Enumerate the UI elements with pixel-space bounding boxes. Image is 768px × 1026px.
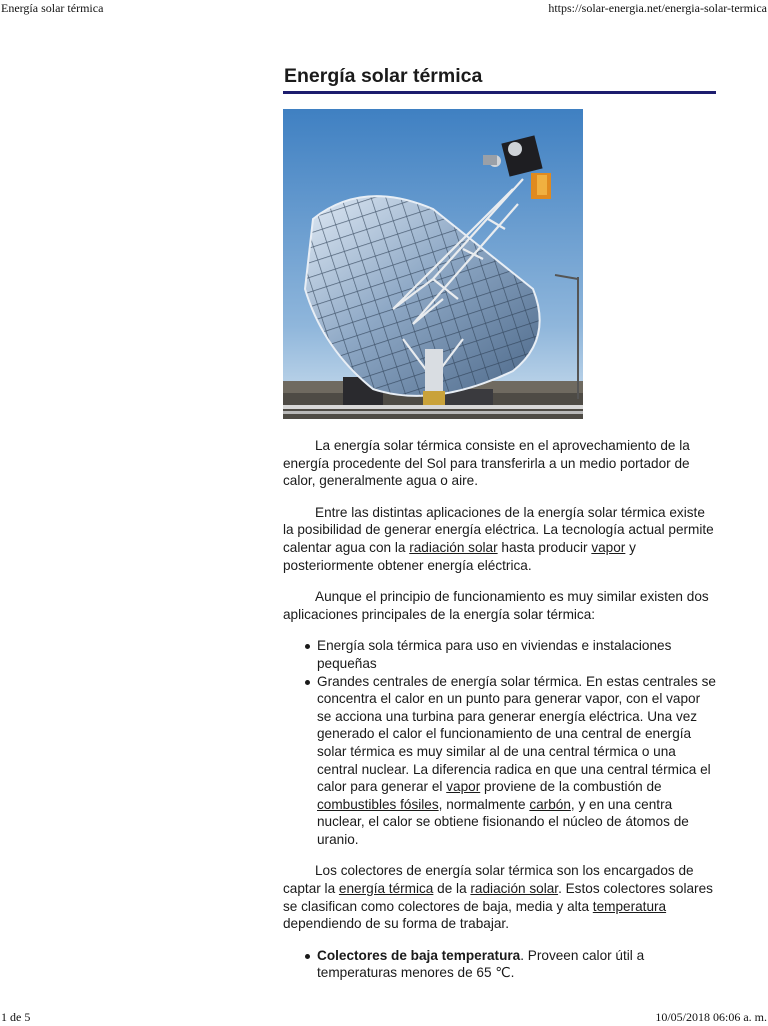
link-vapor[interactable]: vapor <box>446 779 481 795</box>
text: Grandes centrales de energía solar térmica. En estas centrales se concentra el calor en un punto para generar vapor, con el vapor se acciona una turbina para generar energía eléctrica. Una vez generado el calor el funcionamiento de una central de energía solar térmica es muy similar al de una central térmica o una central nuclear. La diferencia radica en que una central térmica el calor para generar el <box>317 673 716 795</box>
paragraph-collectors <box>283 862 716 932</box>
text: de la <box>433 881 471 897</box>
collector-types-list <box>283 947 716 982</box>
text: Entre las distintas aplicaciones de la energía solar térmica existe la posibilidad de generar energía eléctrica. La tecnología actual permite calentar agua con la <box>283 504 714 555</box>
print-header-url[interactable]: https://solar-energia.net/energia-solar-termica <box>548 1 767 15</box>
link-radiacion-solar[interactable]: radiación solar <box>409 539 498 555</box>
paragraph-intro: La energía solar térmica consiste en el aprovechamiento de la energía procedente del Sol para transferirla a un medio portador de calor, generalmente agua o aire. <box>283 438 690 489</box>
article <box>283 64 716 982</box>
link-temperatura[interactable]: temperatura <box>592 898 667 914</box>
paragraph-principle: Aunque el principio de funcionamiento es muy similar existen dos aplicaciones principales de la energía solar térmica: <box>283 589 709 622</box>
list-item <box>317 947 716 982</box>
link-combustibles-fosiles[interactable]: combustibles fósiles <box>317 796 439 812</box>
list-item: Energía sola térmica para uso en viviendas e instalaciones pequeñas <box>317 637 716 672</box>
paragraph-applications <box>283 504 716 574</box>
print-header <box>0 1 768 17</box>
link-energia-termica[interactable]: energía térmica <box>338 881 434 897</box>
page-title: Energía solar térmica <box>283 64 716 94</box>
link-radiacion-solar[interactable]: radiación solar <box>470 881 559 897</box>
applications-list <box>283 637 716 848</box>
text: , normalmente <box>438 796 530 812</box>
list-item <box>317 673 716 849</box>
text: . Estos colectores solares se clasifican como colectores de baja, media y alta <box>283 881 713 914</box>
text: dependiendo de su forma de trabajar. <box>283 916 509 932</box>
link-carbon[interactable]: carbón <box>529 796 571 812</box>
print-datetime: 10/05/2018 06:06 a. m. <box>655 1010 767 1024</box>
text: y posteriormente obtener energía eléctrica. <box>283 539 636 573</box>
text: Los colectores de energía solar térmica son los encargados de captar la <box>283 863 694 897</box>
collector-type-name: Colectores de baja temperatura <box>317 947 521 963</box>
solar-dish-photo <box>283 109 583 419</box>
text: , y en una centra nuclear, el calor se obtiene fisionando el núcleo de átomos de uranio. <box>317 796 689 847</box>
link-vapor[interactable]: vapor <box>591 539 626 555</box>
page-number: 1 de 5 <box>1 1010 31 1024</box>
print-header-title: Energía solar térmica <box>1 1 104 15</box>
text: proviene de la combustión de <box>480 779 662 795</box>
text: hasta producir <box>497 539 592 555</box>
text: . Proveen calor útil a temperaturas menores de 65 ℃. <box>317 947 645 981</box>
